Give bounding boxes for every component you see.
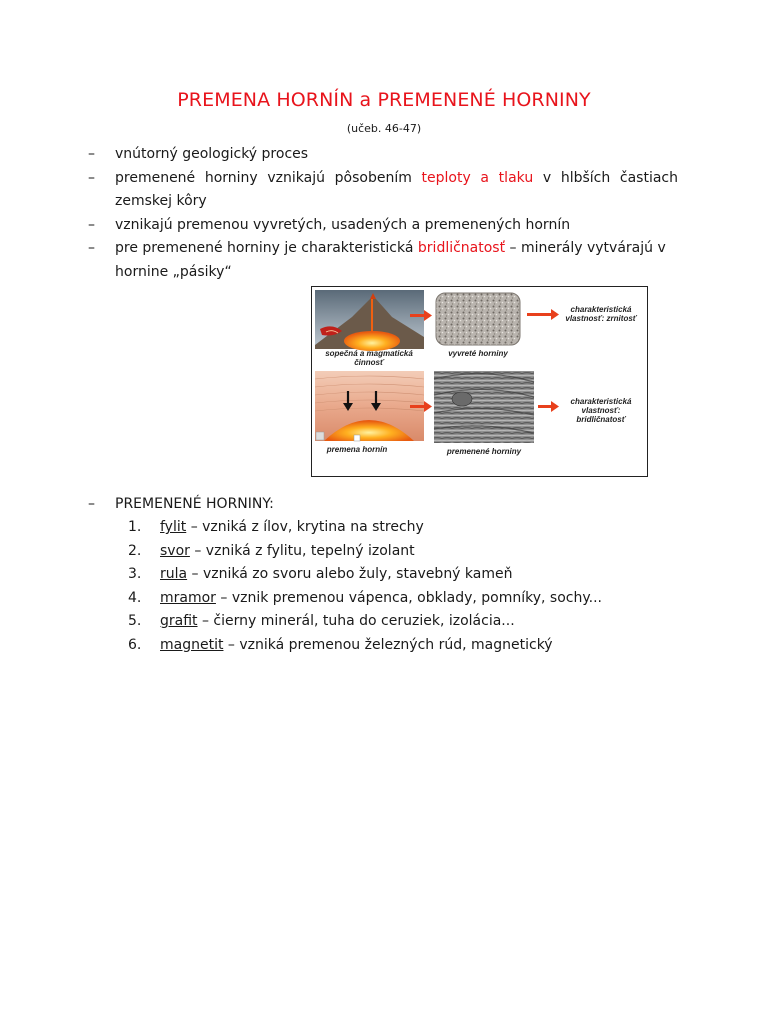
dash-marker: – xyxy=(88,146,95,162)
dash-marker: – xyxy=(88,169,95,186)
item-number: 6. xyxy=(128,636,142,653)
label-property-granularity: charakteristická vlastnosť: zrnitosť xyxy=(565,305,637,323)
item-number: 2. xyxy=(128,542,142,559)
label-metamorphic-rocks: premenené horniny xyxy=(446,447,522,456)
rock-description: – vzniká z fylitu, tepelný izolant xyxy=(189,542,415,559)
dash-marker: – xyxy=(88,240,95,256)
rock-term: fylit xyxy=(160,519,187,535)
rock-term: rula xyxy=(160,566,188,582)
page-title: PREMENA HORNÍN a PREMENENÉ HORNINY xyxy=(177,89,591,111)
bullet-item xyxy=(88,167,678,214)
rock-list xyxy=(128,516,602,657)
rock-description: – vzniká zo svoru alebo žuly, stavebný kameň xyxy=(187,566,513,582)
rock-description: – čierny minerál, tuha do ceruziek, izolácia... xyxy=(197,613,515,629)
label-igneous-rocks: vyvreté horniny xyxy=(448,349,508,358)
bullet-list xyxy=(88,143,678,284)
rock-description: – vzniká z ílov, krytina na strechy xyxy=(186,519,424,535)
highlight-text: bridličnatosť xyxy=(417,240,506,256)
item-number: 5. xyxy=(128,613,142,629)
section-title: PREMENENÉ HORNINY: xyxy=(115,496,274,512)
bullet-item xyxy=(88,143,678,167)
rock-term: mramor xyxy=(160,589,216,606)
bullet-item xyxy=(88,214,678,238)
arrow-icon xyxy=(538,401,559,412)
highlight-text: teploty a tlaku xyxy=(421,169,534,186)
dash-marker: – xyxy=(88,496,95,512)
bullet-text: premenené horniny vznikajú pôsobením xyxy=(115,169,422,186)
list-item xyxy=(128,516,602,540)
bullet-item xyxy=(88,237,678,284)
label-property-foliation: charakteristická vlastnosť: bridličnatosť xyxy=(570,397,632,424)
dash-marker: – xyxy=(88,216,95,233)
item-number: 4. xyxy=(128,589,142,606)
rock-formation-figure xyxy=(311,286,648,477)
rock-term: grafit xyxy=(160,613,198,629)
bullet-text: vnútorný geologický proces xyxy=(115,146,309,162)
metamorphic-rock-illustration xyxy=(434,371,534,443)
list-item xyxy=(128,540,602,564)
bullet-text: v hlbších častiach zemskej kôry xyxy=(115,169,679,209)
rock-description: – vzniká premenou železných rúd, magnetický xyxy=(223,636,553,653)
bullet-text: vznikajú premenou vyvretých, usadených a premenených hornín xyxy=(115,216,571,233)
label-volcanic-activity: sopečná a magmatická činnosť xyxy=(325,349,413,367)
textbook-reference: (učeb. 46-47) xyxy=(346,122,422,135)
bullet-text: pre premenené horniny je charakteristická xyxy=(115,240,418,256)
list-item xyxy=(128,634,602,658)
rock-description: – vznik premenou vápenca, obklady, pomníky, sochy... xyxy=(215,589,602,606)
item-number: 3. xyxy=(128,566,142,582)
metamorphism-illustration xyxy=(315,371,424,441)
list-item xyxy=(128,587,602,611)
igneous-rock-illustration xyxy=(436,293,520,345)
list-item xyxy=(128,563,602,587)
label-metamorphism: premena hornín xyxy=(326,445,388,454)
list-item xyxy=(128,610,602,634)
rock-term: magnetit xyxy=(160,636,224,653)
item-number: 1. xyxy=(128,519,142,535)
bullet-text: – minerály vytvárajú v hornine „pásiky“ xyxy=(115,240,666,280)
arrow-icon xyxy=(527,309,559,320)
volcano-illustration xyxy=(315,290,424,351)
rock-term: svor xyxy=(160,542,190,559)
